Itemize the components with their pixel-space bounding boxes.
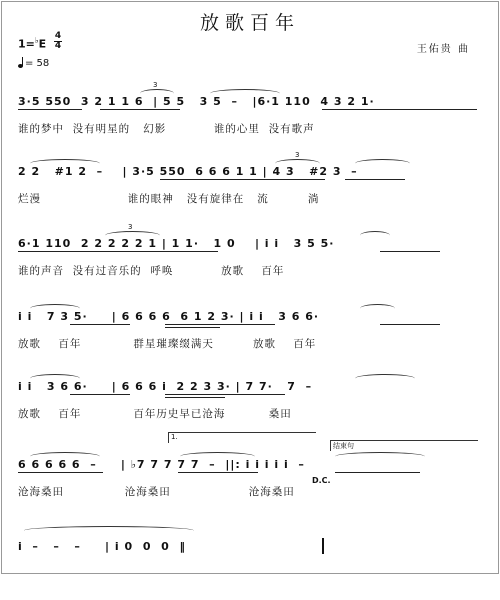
score-line-2: 2 2 #1 2 – | 3·5 550 6 6 6 1 1 | 4 3 #2 3 – 烂漫 谁的眼神 没有旋律在 流 淌 3 [0, 165, 500, 225]
notes-line-4: i i 7 3 5· | 6 6 6 6 6 1 2 3· | i i 3 6 6· [18, 310, 320, 323]
composer-credit: 王佑贵 曲 [416, 44, 470, 55]
time-sig-bottom: 4 [54, 41, 62, 51]
time-sig-top: 4 [54, 31, 62, 41]
volta-first-ending: 1. [168, 432, 316, 443]
lyrics-line-3: 谁的声音 没有过音乐的 呼唤 放歌 百年 [18, 265, 285, 277]
volta-ending-phrase: 结束句 [330, 440, 478, 451]
score-line-6 [0, 458, 500, 518]
flat-icon: ♭ [34, 36, 39, 45]
page-title: 放歌百年 [199, 12, 300, 34]
lyrics-line-6: 沧海桑田 沧海桑田 沧海桑田 [18, 486, 295, 498]
final-barline [322, 538, 324, 554]
notes-line-6: 6 6 6 6 6 – | ♭7 7 7 7 7 – ||: i i i i i – [18, 458, 305, 471]
time-signature [54, 32, 62, 51]
score-line-1: 3·5 550 3 2 1 1 6 | 5 5 3 5 – |6·1 110 4 3 2 1· 谁的梦中 没有明星的 幻影 谁的心里 没有歌声 3 [0, 95, 500, 155]
key-signature [18, 36, 46, 51]
score-line-5 [0, 380, 500, 440]
notes-line-5: i i 3 6 6· | 6 6 6 i 2 2 3 3· | 7 7· 7 – [18, 380, 313, 393]
lyrics-line-4: 放歌 百年 群星璀璨缀满天 放歌 百年 [18, 338, 317, 350]
tempo-value: = 58 [25, 58, 50, 69]
notes-line-7: i – – – | i 0 0 0 ‖ [18, 540, 186, 553]
notes-line-3: 6·1 110 2 2 2 2 2 1 | 1 1· 1 0 | i i 3 5 5· [18, 237, 335, 250]
tempo-mark [18, 58, 49, 69]
lyrics-line-1: 谁的梦中 没有明星的 幻影 谁的心里 没有歌声 [18, 123, 315, 135]
notes-line-1: 3·5 550 3 2 1 1 6 | 5 5 3 5 – |6·1 110 4 3 2 1· [18, 95, 375, 108]
score-line-7 [0, 540, 500, 600]
notes-line-2: 2 2 #1 2 – | 3·5 550 6 6 6 1 1 | 4 3 #2 3 – [18, 165, 358, 178]
score-line-4 [0, 310, 500, 370]
key-letter: E [38, 37, 47, 51]
quarter-note-icon [18, 64, 23, 68]
key-prefix: 1= [18, 37, 35, 51]
lyrics-line-5: 放歌 百年 百年历史早已沧海 桑田 [18, 408, 292, 420]
dc-marking: D.C. [312, 476, 331, 485]
score-line-3: 6·1 110 2 2 2 2 2 1 | 1 1· 1 0 | i i 3 5 5· 谁的声音 没有过音乐的 呼唤 放歌 百年 3 [0, 237, 500, 297]
lyrics-line-2: 烂漫 谁的眼神 没有旋律在 流 淌 [18, 193, 320, 205]
